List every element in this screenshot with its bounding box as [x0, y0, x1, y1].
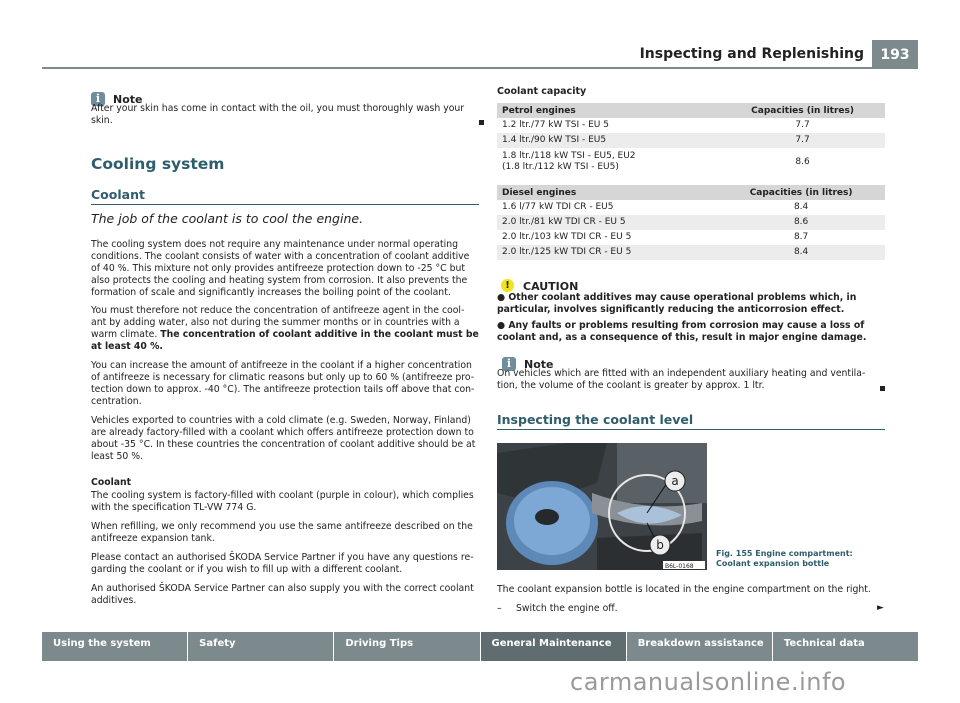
step-text: Switch the engine off.: [516, 603, 618, 614]
table-row: [497, 200, 885, 215]
note-text: On vehicles which are fitted with an independent auxiliary heating and ventila-tion, the volume of the coolant is greater by approx. 1 ltr.: [497, 368, 866, 391]
paragraph: You can increase the amount of antifreeze in the coolant if a higher concentration of antifreeze is necessary for climatic reasons but only up to 60 % (antifreeze pro-tection down to approx. -40 °C). The antifreeze protection tails off above that con-centration.: [91, 360, 475, 407]
cell-line: 1.8 ltr./118 kW TSI - EU5, EU2: [502, 151, 636, 161]
nav-tab-driving-tips[interactable]: Driving Tips: [334, 632, 480, 661]
end-marker: [479, 120, 484, 125]
end-marker: [880, 386, 885, 391]
table-row: [497, 215, 885, 230]
diesel-table: [497, 185, 885, 260]
section-rule: [497, 429, 885, 430]
subsection-title: Inspecting the coolant level: [497, 412, 694, 427]
page-number: 193: [872, 40, 918, 69]
figure-caption: Fig. 155 Engine compartment: Coolant expansion bottle: [716, 549, 853, 568]
table-header: Diesel engines: [497, 185, 712, 200]
note-heading: Note: [113, 93, 143, 106]
table-row: [497, 133, 885, 148]
paragraph: [91, 305, 479, 353]
step-dash: –: [497, 603, 502, 614]
bullet-text: Other coolant additives may cause operational problems which, in particular, involves significantly reducing the anticorrosion effect.: [497, 292, 857, 315]
warning-icon: !: [501, 279, 514, 292]
caution-bullet: ● Other coolant additives may cause operational problems which, in particular, involves significantly reducing the anticorrosion effect.: [497, 292, 857, 315]
table-cell: 8.7: [793, 232, 809, 242]
table-cell: 2.0 ltr./103 kW TDI CR - EU 5: [502, 232, 632, 242]
subsection-title: Coolant: [91, 187, 145, 202]
table-cell: 7.7: [715, 133, 885, 148]
nav-tab-breakdown-assistance[interactable]: Breakdown assistance: [627, 632, 773, 661]
note-text: After your skin has come in contact with the oil, you must thoroughly wash your skin.: [91, 103, 465, 126]
paragraph: Please contact an authorised ŠKODA Service Partner if you have any questions re-garding the coolant or if you wish to fill up with a different coolant.: [91, 552, 474, 575]
section-rule: [91, 204, 479, 205]
caution-heading: CAUTION: [523, 280, 579, 293]
nav-tab-technical-data[interactable]: Technical data: [773, 632, 918, 661]
table-cell: 1.6 l/77 kW TDI CR - EU5: [502, 202, 614, 212]
table-row: [497, 118, 885, 133]
nav-tab-using-the-system[interactable]: Using the system: [42, 632, 188, 661]
engine-compartment-photo: [497, 443, 707, 570]
coolant-label: Coolant: [91, 477, 132, 488]
table-cell: 1.4 ltr./90 kW TSI - EU5: [497, 133, 715, 148]
table-header: Capacities (in litres): [715, 103, 885, 118]
paragraph: An authorised ŠKODA Service Partner can also supply you with the correct coolant additives.: [91, 583, 474, 606]
paragraph: When refilling, we only recommend you use the same antifreeze described on the antifreeze expansion tank.: [91, 521, 473, 544]
figure-code: B6L-0168: [665, 563, 694, 570]
paragraph: Vehicles exported to countries with a cold climate (e.g. Sweden, Norway, Finland) are already factory-filled with a coolant which offers antifreeze protection down to about -35 °C. In these countries the concentration of coolant additive should be at least 50 %.: [91, 415, 476, 462]
table-cell: 2.0 ltr./81 kW TDI CR - EU 5: [497, 215, 712, 230]
info-icon: i: [502, 357, 516, 371]
note-heading: Note: [524, 358, 554, 371]
chapter-nav: [42, 632, 918, 661]
header-rule: [42, 67, 918, 69]
table-cell: 8.4: [712, 245, 885, 260]
table-cell: 1.2 ltr./77 kW TSI - EU 5: [502, 120, 609, 130]
table-cell: [497, 148, 715, 176]
engine-illustration: [497, 443, 707, 570]
table-cell: 8.6: [712, 215, 885, 230]
callout-a: a: [671, 474, 679, 488]
table-cell: 8.4: [793, 202, 809, 212]
table-row: [497, 245, 885, 260]
callout-b: b: [656, 538, 664, 552]
paragraph: The cooling system does not require any maintenance under normal operating conditions. The coolant consists of water with a concentration of coolant additive of 40 %. This mixture not only provides antifreeze protection down to -25 °C but also protects the cooling and heating system from corrosion. It also prevents the formation of scale and significantly increases the boiling point of the coolant.: [91, 239, 470, 298]
paragraph: The coolant expansion bottle is located in the engine compartment on the right.: [497, 584, 871, 595]
continue-arrow-icon: ►: [877, 603, 884, 613]
paragraph-bold: The concentration of coolant additive in the coolant must be at least 40 %.: [91, 328, 479, 352]
table-header: Petrol engines: [497, 103, 715, 118]
table-cell: 2.0 ltr./125 kW TDI CR - EU 5: [497, 245, 712, 260]
nav-tab-general-maintenance[interactable]: General Maintenance: [481, 632, 627, 661]
bullet-text: Any faults or problems resulting from corrosion may cause a loss of coolant and, as a consequence of this, result in major engine damage.: [497, 320, 867, 343]
nav-tab-safety[interactable]: Safety: [188, 632, 334, 661]
table-cell: 7.7: [795, 120, 810, 130]
paragraph: The cooling system is factory-filled with coolant (purple in colour), which complies with the specification TL-VW 774 G.: [91, 490, 474, 513]
table-header: Capacities (in litres): [712, 185, 885, 200]
caution-bullet: ● Any faults or problems resulting from corrosion may cause a loss of coolant and, as a consequence of this, result in major engine damage.: [497, 320, 867, 343]
table-row: [497, 148, 885, 176]
cell-line: (1.8 ltr./112 kW TSI - EU5): [502, 162, 619, 172]
petrol-table: [497, 103, 885, 176]
lead-text: The job of the coolant is to cool the engine.: [91, 211, 364, 226]
table-cell: 8.6: [795, 156, 810, 167]
section-title: Cooling system: [91, 155, 225, 173]
running-header-title: Inspecting and Replenishing: [639, 46, 864, 62]
capacity-title: Coolant capacity: [497, 86, 587, 97]
info-icon: i: [91, 92, 105, 106]
table-row: [497, 230, 885, 245]
paragraph-text: You must therefore not reduce the concentration of antifreeze agent in the cool-ant by adding water, also not during the summer months or in countries with a warm climate.: [91, 305, 465, 340]
watermark: carmanualsonline.info: [570, 668, 847, 696]
